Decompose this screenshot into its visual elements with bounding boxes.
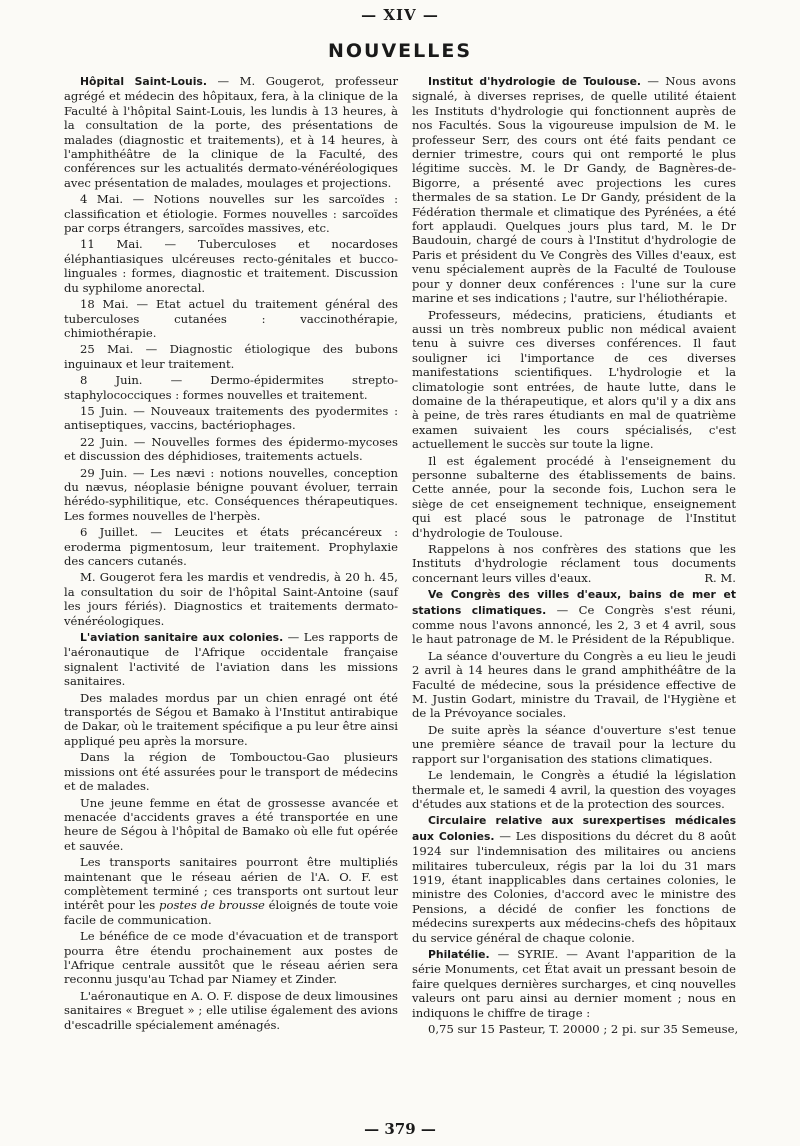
course-item: 15 Juin. — Nouveaux traitements des pyodermites : antiseptiques, vaccins, bactériophages. <box>64 403 398 433</box>
course-item: 11 Mai. — Tuberculoses et nocardoses éléphantiasiques ulcéreuses recto-génitales et bucco-linguales : formes, diagnostic et traitement. Discussion du syphilome anorectal. <box>64 237 398 295</box>
paragraph-professeurs: Professeurs, médecins, praticiens, étudiants et aussi un très nombreux public non médical avaient tenu à suivre ces diverses conférences. Il faut souligner ici l'importance de ces diverses manifestations scientifiques. L'hydrologie et la climatologie sont entrées, de haute lutte, dans le domaine de la thérapeutique, et alors qu'il y a dix ans à peine, de très rares étudiants en mal de quatrième examen suivaient les cours spécialisés, c'est actuellement le succès sur toute la ligne. <box>412 307 736 452</box>
paragraph-seance-travail: De suite après la séance d'ouverture s'est tenue une première séance de travail pour la lecture du rapport sur l'organisation des stations climatiques. <box>412 722 736 766</box>
heading-congres-villes-eaux: Ve Congrès des villes d'eaux, bains de mer et stations climatiques. <box>412 588 736 617</box>
paragraph-congres: Ve Congrès des villes d'eaux, bains de mer et stations climatiques. — Ce Congrès s'est réuni, comme nous l'avons annoncé, les 2, 3 et 4 avril, sous le haut patronage de M. le Président de la République. <box>412 588 736 647</box>
paragraph-institut-toulouse: Institut d'hydrologie de Toulouse. — Nous avons signalé, à diverses reprises, de quelle utilité étaient les Instituts d'hydrologie qui fonctionnent auprès de nos Facultés. Sous la vigoureuse impulsion de M. le professeur Serr, des cours ont été faits pendant ce dernier trimestre, cours qui ont remporté le plus légitime succès. M. le Dr Gandy, de Bagnères-de-Bigorre, a présenté avec projections les cures thermales de sa station. Le Dr Gandy, président de la Fédération thermale et climatique des Pyrénées, a été fort applaudi. Quelques jours plus tard, M. le Dr Baudouin, chargé de cours à l'Institut d'hydrologie de Paris et président du Ve Congrès des Villes d'eaux, est venu spécialement auprès de la Faculté de Toulouse pour y donner deux conférences : l'une sur la cure marine et ses indications ; l'autre, sur l'héliothérapie. <box>412 74 736 306</box>
roman-page-number: — XIV — <box>361 6 439 24</box>
paragraph-rappelons: Rappelons à nos confrères des stations que les Instituts d'hydrologie réclament tous documents concernant leurs villes d'eaux. R. M. <box>412 542 736 585</box>
left-column <box>64 74 398 1034</box>
heading-institut-toulouse: Institut d'hydrologie de Toulouse. <box>428 75 642 88</box>
course-item: 25 Mai. — Diagnostic étiologique des bubons inguinaux et leur traitement. <box>64 342 398 371</box>
paragraph-philatelie: Philatélie. — SYRIE. — Avant l'apparition de la série Monuments, cet État avait un pressant besoin de faire quelques dernières surcharges, et cinq nouvelles valeurs ont paru ainsi au dernier moment ; nous en indiquons le chiffre de tirage : <box>412 946 736 1020</box>
paragraph-aeronautique: L'aéronautique en A. O. F. dispose de deux limousines sanitaires « Breguet » ; elle utilise également des avions d'escadrille spécialement aménagés. <box>64 988 398 1032</box>
paragraph-tombouctou: Dans la région de Tombouctou-Gao plusieurs missions ont été assurées pour le transport de médecins et de malades. <box>64 750 398 794</box>
emphasis-postes-de-brousse: postes de brousse <box>159 898 265 913</box>
paragraph-aviation-sanitaire: L'aviation sanitaire aux colonies. — Les rapports de l'aéronautique de l'Afrique occidentale française signalent l'activité de l'aviation dans les missions sanitaires. <box>64 630 398 689</box>
paragraph-seance-ouverture: La séance d'ouverture du Congrès a eu lieu le jeudi 2 avril à 14 heures dans le grand amphithéâtre de la Faculté de médecine, sous la présidence effective de M. Justin Godart, ministre du Travail, de l'Hygiène et de la Prévoyance sociales. <box>412 648 736 721</box>
paragraph-malades-mordus: Des malades mordus par un chien enragé ont été transportés de Ségou et Bamako à l'Institut antirabique de Dakar, où le traitement spécifique a pu leur être ainsi appliqué peu après la morsure. <box>64 690 398 748</box>
paragraph-circulaire: Circulaire relative aux surexpertises médicales aux Colonies. — Les dispositions du décret du 8 août 1924 sur l'indemnisation des militaires ou anciens militaires tuberculeux, régis par la loi du 31 mars 1919, étant inapplicables dans certaines colonies, le ministre des Colonies, d'accord avec le ministre des Pensions, a décidé de confier les fonctions de médecins surexperts aux médecins-chefs des hôpitaux du service général de chaque colonie. <box>412 814 736 945</box>
heading-circulaire-surexpertises: Circulaire relative aux surexpertises médicales aux Colonies. <box>412 814 736 843</box>
paragraph-lendemain: Le lendemain, le Congrès a étudié la législation thermale et, le samedi 4 avril, la question des voyages d'études aux stations et de la protection des sources. <box>412 768 736 811</box>
author-signature: R. M. <box>704 570 736 585</box>
page-folio: — 379 — <box>364 1120 436 1138</box>
paragraph-hopital-saint-louis: Hôpital Saint-Louis. — M. Gougerot, professeur agrégé et médecin des hôpitaux, fera, à la clinique de la Faculté à l'hôpital Saint-Louis, les lundis à 13 heures, à la consultation de la porte, des présentations de malades (diagnostic et traitements), et à 14 heures, à l'amphithéâtre de la clinique de la Faculté, des conférences sur les actualités dermato-vénéréologiques avec présentation de malades, moulages et projections. <box>64 74 398 190</box>
course-item: 18 Mai. — Etat actuel du traitement général des tuberculoses cutanées : vaccinothérapie, chimiothérapie. <box>64 297 398 340</box>
paragraph-jeune-femme: Une jeune femme en état de grossesse avancée et menacée d'accidents graves a été transportée en une heure de Ségou à l'hôpital de Bamako où elle fut opérée et sauvée. <box>64 795 398 853</box>
heading-aviation-sanitaire: L'aviation sanitaire aux colonies. <box>80 631 284 645</box>
paragraph-gougerot-consultation: M. Gougerot fera les mardis et vendredis, à 20 h. 45, la consultation du soir de l'hôpital Saint-Antoine (sauf les jours fériés). Diagnostics et traitements dermato-vénéréologiques. <box>64 570 398 628</box>
course-item: 8 Juin. — Dermo-épidermites strepto-staphylococciques : formes nouvelles et traitement. <box>64 373 398 402</box>
right-column <box>412 74 739 1038</box>
heading-philatelie: Philatélie. <box>428 947 490 961</box>
paragraph-benefice: Le bénéfice de ce mode d'évacuation et de transport pourra être étendu prochainement aux postes de l'Afrique centrale aussitôt que le réseau aérien sera reconnu jusqu'au Tchad par Niamey et Zinder. <box>64 929 398 987</box>
course-item: 29 Juin. — Les nævi : notions nouvelles, conception du nævus, néoplasie bénigne pouvant évoluer, terrain hérédo-syphilitique, etc. Conséquences thérapeutiques. Les formes nouvelles de l'herpès. <box>64 465 398 523</box>
section-title: NOUVELLES <box>327 40 473 62</box>
course-item: 22 Juin. — Nouvelles formes des épidermo-mycoses et discussion des déphidioses, traitements actuels. <box>64 434 398 464</box>
course-item: 4 Mai. — Notions nouvelles sur les sarcoïdes : classification et étiologie. Formes nouvelles : sarcoïdes par corps étrangers, sarcoïdes massives, etc. <box>64 192 398 236</box>
paragraph-tirage: 0,75 sur 15 Pasteur, T. 20000 ; 2 pi. sur 35 Semeuse, <box>428 1022 739 1036</box>
heading-hopital-saint-louis: Hôpital Saint-Louis. <box>80 75 207 88</box>
paragraph-enseignement: Il est également procédé à l'enseignement du personne subalterne des établissements de bains. Cette année, pour la seconde fois, Luchon sera le siège de cet enseignement technique, enseignement qui est placé sous le patronage de l'Institut d'hydrologie de Toulouse. <box>412 453 736 540</box>
paragraph-transports-sanitaires: Les transports sanitaires pourront être multipliés maintenant que le réseau aérien de l'A. O. F. est complètement terminé ; ces transports ont surtout leur intérêt pour les postes de brousse éloignés de toute voie facile de communication. <box>64 855 398 927</box>
course-item: 6 Juillet. — Leucites et états précancéreux : eroderma pigmentosum, leur traitement. Prophylaxie des cancers cutanés. <box>64 525 398 568</box>
